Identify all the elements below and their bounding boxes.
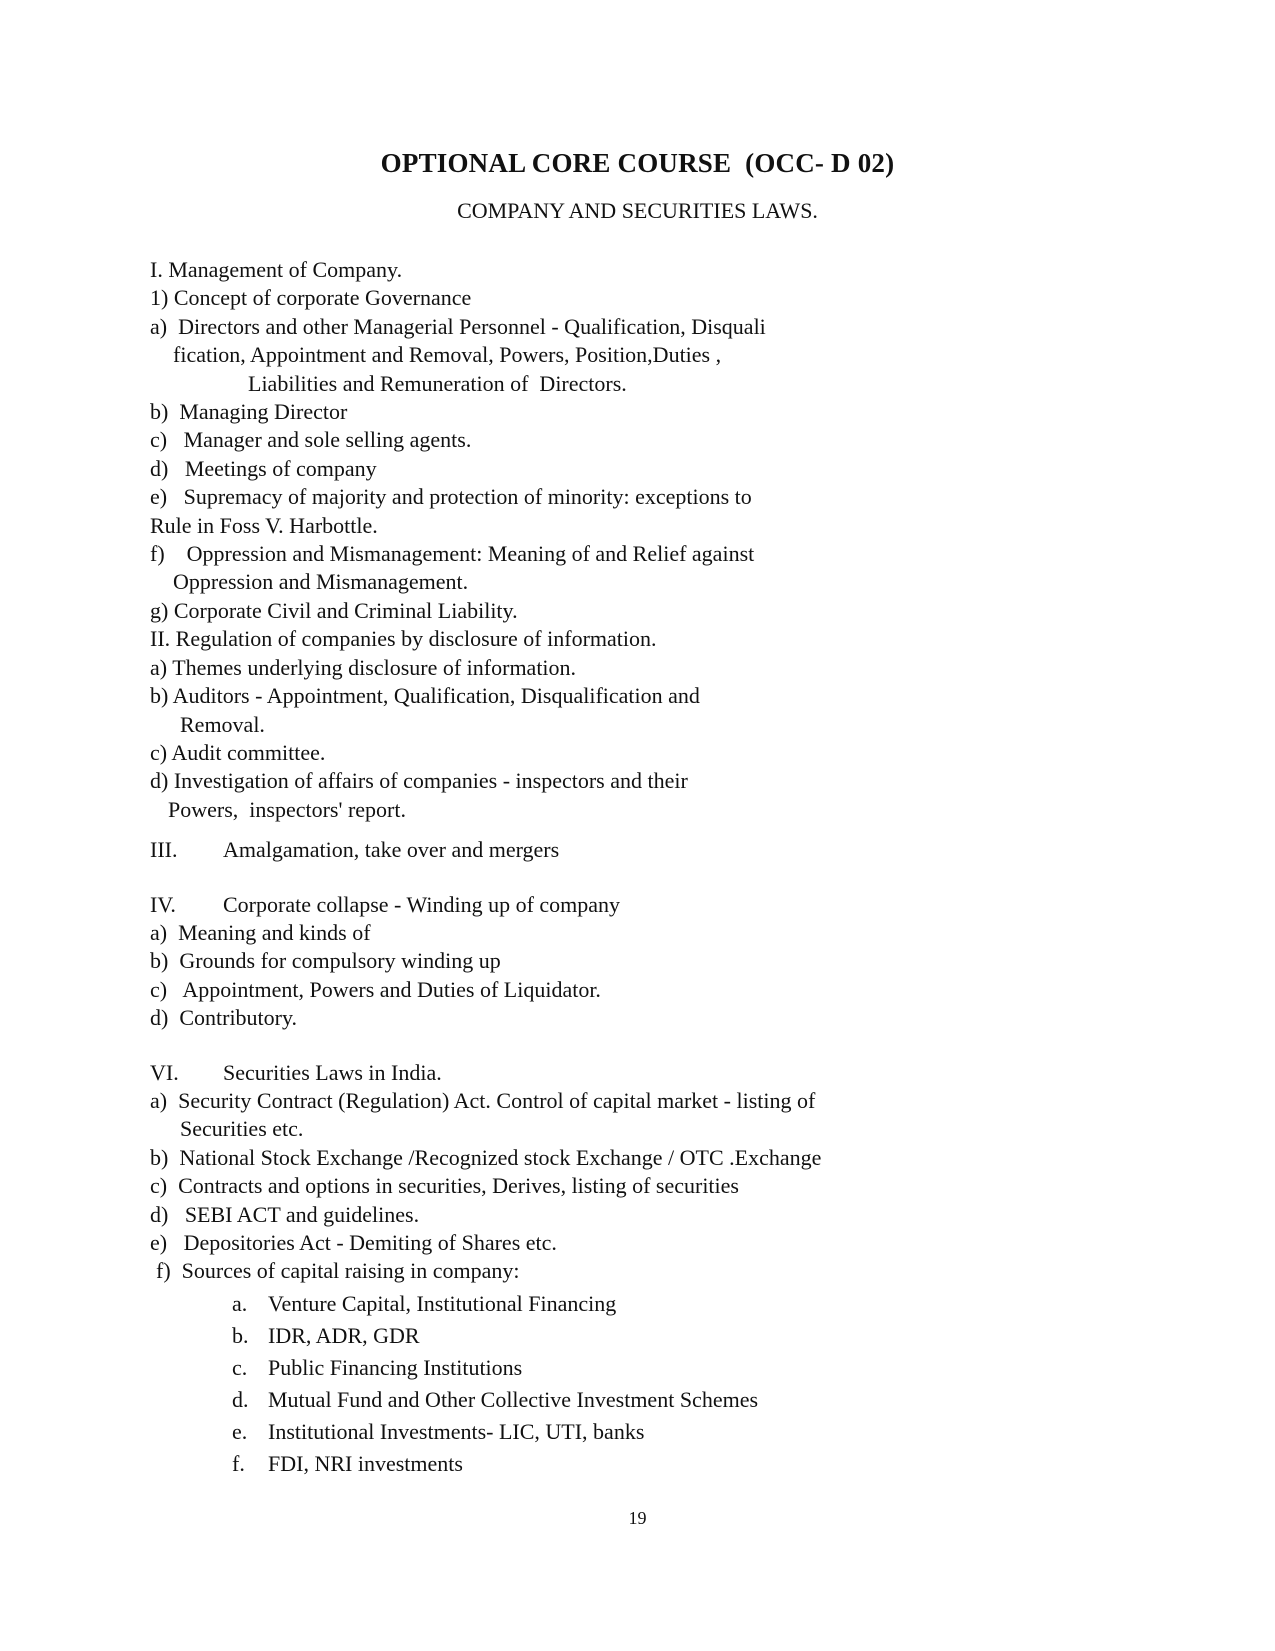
syllabus-line: d) Contributory. (150, 1005, 298, 1031)
list-item-letter: a. (232, 1290, 248, 1316)
list-item-letter: d. (232, 1386, 249, 1412)
section-heading-6 (150, 1059, 1150, 1087)
list-item-letter: e. (232, 1418, 248, 1444)
list-item-text: Institutional Investments- LIC, UTI, banks (268, 1418, 645, 1444)
list-item (232, 1448, 1150, 1480)
syllabus-line: a) Themes underlying disclosure of information. (150, 654, 577, 680)
page-title: OPTIONAL CORE COURSE (OCC- D 02) (380, 148, 895, 178)
syllabus-content (150, 256, 1150, 1480)
list-item (232, 1288, 1150, 1320)
syllabus-line: b) Managing Director (150, 399, 348, 425)
syllabus-line: f) Oppression and Mismanagement: Meaning of and Relief against (150, 541, 755, 567)
section-title: Securities Laws in India. (223, 1059, 442, 1085)
syllabus-line: b) National Stock Exchange /Recognized stock Exchange / OTC .Exchange (150, 1144, 822, 1170)
syllabus-line: fication, Appointment and Removal, Powers, Position,Duties , (173, 342, 722, 368)
syllabus-line: d) Investigation of affairs of companies - inspectors and their (150, 768, 688, 794)
syllabus-line: a) Security Contract (Regulation) Act. Control of capital market - listing of (150, 1087, 816, 1113)
section-heading-3 (150, 836, 1150, 864)
list-item (232, 1384, 1150, 1416)
syllabus-line: b) Grounds for compulsory winding up (150, 948, 501, 974)
syllabus-line: Rule in Foss V. Harbottle. (150, 512, 378, 538)
syllabus-line: Securities etc. (180, 1116, 304, 1142)
list-item (232, 1320, 1150, 1352)
syllabus-line: g) Corporate Civil and Criminal Liability. (150, 597, 518, 623)
list-item-letter: b. (232, 1322, 249, 1348)
syllabus-line: e) Depositories Act - Demiting of Shares etc. (150, 1230, 557, 1255)
list-item-text: Mutual Fund and Other Collective Investment Schemes (268, 1386, 759, 1412)
list-item-text: Venture Capital, Institutional Financing (268, 1290, 617, 1316)
page-subtitle: COMPANY AND SECURITIES LAWS. (457, 198, 818, 223)
syllabus-line: c) Appointment, Powers and Duties of Liquidator. (150, 976, 601, 1002)
syllabus-line: e) Supremacy of majority and protection of minority: exceptions to (150, 484, 752, 510)
syllabus-line: c) Manager and sole selling agents. (150, 427, 472, 453)
syllabus-line: d) SEBI ACT and guidelines. (150, 1201, 420, 1227)
section-title: Amalgamation, take over and mergers (223, 837, 560, 863)
syllabus-line: d) Meetings of company (150, 455, 377, 481)
section-heading-1: I. Management of Company. (150, 257, 403, 282)
list-item-text: FDI, NRI investments (268, 1450, 463, 1476)
syllabus-line: c) Contracts and options in securities, Derives, listing of securities (150, 1173, 739, 1199)
section-heading-4 (150, 891, 1150, 919)
syllabus-line: Liabilities and Remuneration of Directors. (248, 370, 627, 396)
section-number: IV. (150, 891, 176, 917)
section-number: VI. (150, 1059, 179, 1085)
capital-sources-list (232, 1288, 1150, 1480)
section-number: III. (150, 837, 178, 863)
section-heading-2: II. Regulation of companies by disclosure of information. (150, 626, 657, 652)
syllabus-line: a) Directors and other Managerial Personnel - Qualification, Disquali (150, 313, 766, 339)
syllabus-line: Removal. (180, 711, 265, 737)
list-item (232, 1352, 1150, 1384)
list-item-letter: f. (232, 1450, 245, 1476)
list-item (232, 1416, 1150, 1448)
syllabus-line: Powers, inspectors' report. (168, 796, 406, 822)
syllabus-line: f) Sources of capital raising in company: (156, 1258, 520, 1284)
list-item-text: Public Financing Institutions (268, 1354, 523, 1380)
syllabus-line: Oppression and Mismanagement. (173, 569, 469, 595)
list-item-letter: c. (232, 1354, 248, 1380)
list-item-text: IDR, ADR, GDR (268, 1322, 420, 1348)
section-title: Corporate collapse - Winding up of company (223, 891, 621, 917)
page-number: 19 (628, 1508, 647, 1528)
syllabus-line: 1) Concept of corporate Governance (150, 285, 472, 311)
syllabus-line: a) Meaning and kinds of (150, 919, 371, 945)
syllabus-line: c) Audit committee. (150, 739, 326, 765)
syllabus-line: b) Auditors - Appointment, Qualification, Disqualification and (150, 683, 700, 709)
